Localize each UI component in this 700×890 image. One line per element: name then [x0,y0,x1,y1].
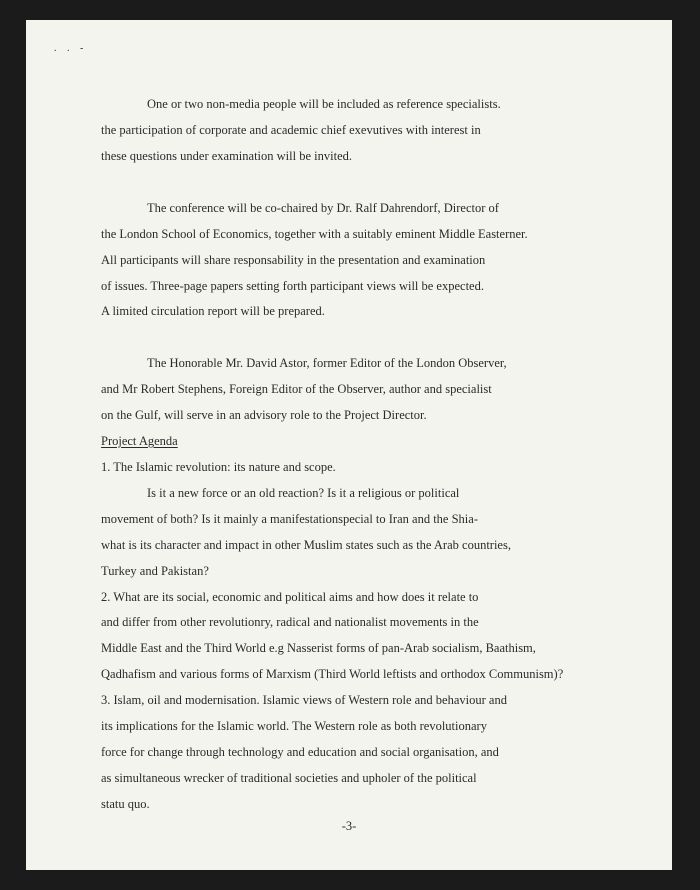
paragraph-3-line-1: The Honorable Mr. David Astor, former Editor of the London Observer, [147,356,507,370]
agenda-line-14: statu quo. [101,797,150,811]
agenda-line-3: movement of both? Is it mainly a manifestationspecial to Iran and the Shia- [101,512,478,526]
page-number: -3- [341,819,357,833]
paragraph-3-line-2: and Mr Robert Stephens, Foreign Editor of the Observer, author and specialist [101,382,492,396]
document-page [26,20,672,870]
agenda-line-6: 2. What are its social, economic and political aims and how does it relate to [101,590,479,604]
paragraph-2-line-2: the London School of Economics, together with a suitably eminent Middle Easterner. [101,227,528,241]
paragraph-2-line-5: A limited circulation report will be prepared. [101,304,325,318]
paragraph-1-line-2: the participation of corporate and academic chief exevutives with interest in [101,123,481,137]
paragraph-2-line-1: The conference will be co-chaired by Dr. Ralf Dahrendorf, Director of [147,201,499,215]
agenda-line-11: its implications for the Islamic world. The Western role as both revolutionary [101,719,487,733]
agenda-line-13: as simultaneous wrecker of traditional societies and upholer of the political [101,771,477,785]
agenda-heading: Project Agenda [101,434,178,448]
agenda-line-9: Qadhafism and various forms of Marxism (Third World leftists and orthodox Communism)? [101,667,564,681]
agenda-line-7: and differ from other revolutionry, radical and nationalist movements in the [101,615,479,629]
agenda-line-2: Is it a new force or an old reaction? Is it a religious or political [147,486,460,500]
agenda-line-10: 3. Islam, oil and modernisation. Islamic views of Western role and behaviour and [101,693,507,707]
paragraph-3-line-3: on the Gulf, will serve in an advisory role to the Project Director. [101,408,427,422]
agenda-line-4: what is its character and impact in other Muslim states such as the Arab countries, [101,538,511,552]
agenda-line-8: Middle East and the Third World e.g Nasserist forms of pan-Arab socialism, Baathism, [101,641,536,655]
header-marks: . . - [54,43,88,54]
paragraph-2-line-3: All participants will share responsability in the presentation and examination [101,253,486,267]
paragraph-1-line-1: One or two non-media people will be included as reference specialists. [147,97,501,111]
paragraph-1-line-3: these questions under examination will be invited. [101,149,352,163]
agenda-line-12: force for change through technology and education and social organisation, and [101,745,499,759]
agenda-line-5: Turkey and Pakistan? [101,564,209,578]
paragraph-2-line-4: of issues. Three-page papers setting forth participant views will be expected. [101,279,484,293]
agenda-line-1: 1. The Islamic revolution: its nature and scope. [101,460,336,474]
